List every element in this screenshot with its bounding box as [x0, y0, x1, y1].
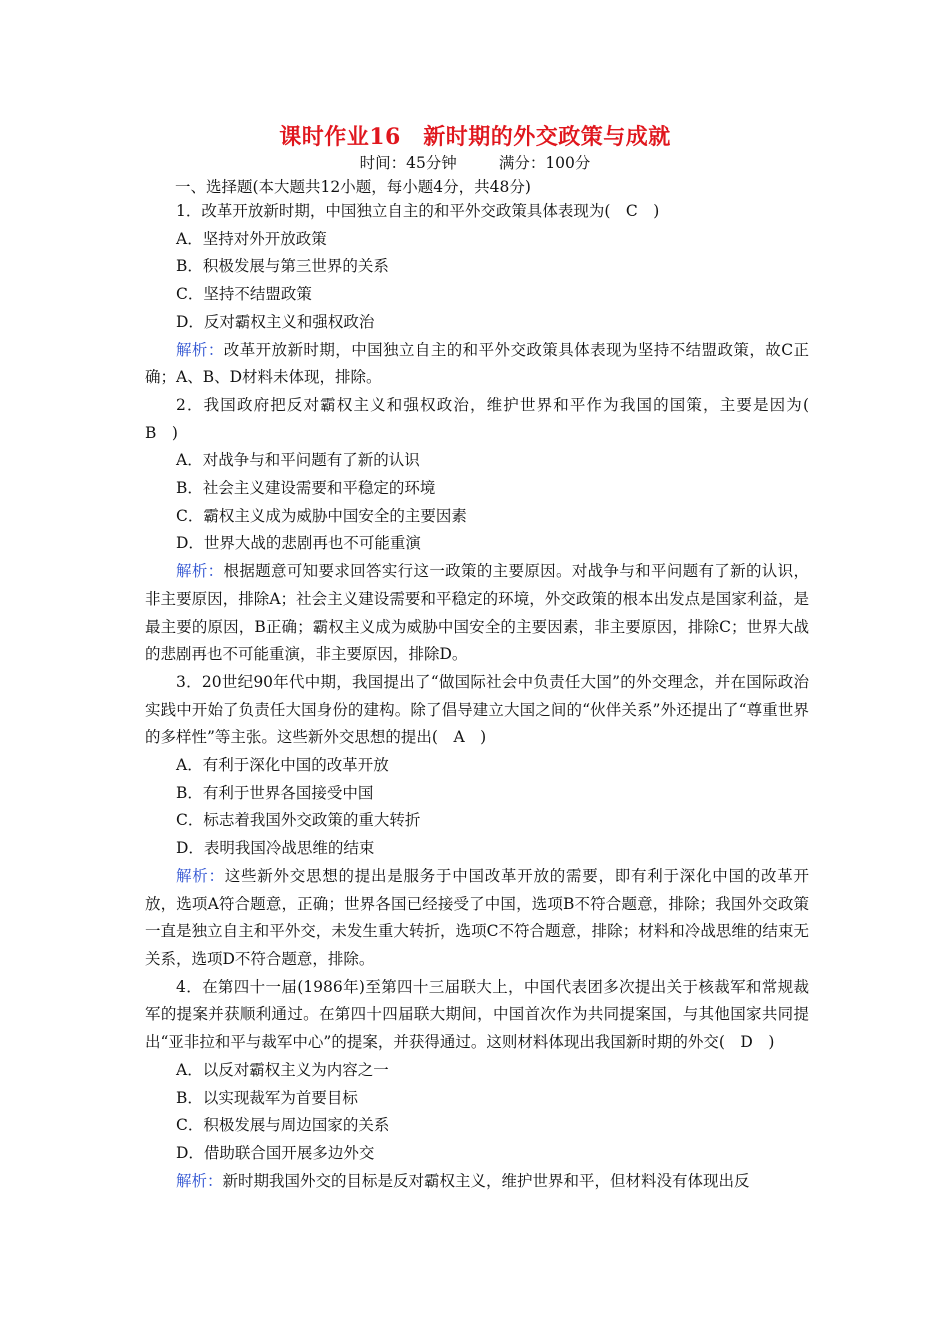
analysis [145, 558, 809, 669]
question-stem: 4．在第四十一届(1986年)至第四十三届联大上，中国代表团多次提出关于核裁军和常规裁军的提案并获顺利通过。在第四十四届联大期间，中国首次作为共同提案国，与其他国家共同提出“亚非拉和平与裁军中心”的提案，并获得通过。这则材料体现出我国新时期的外交( D ) [145, 977, 809, 1052]
option-d: D．反对霸权主义和强权政治 [176, 312, 375, 331]
analysis-tag: 解析： [176, 562, 224, 581]
question-stem: 1．改革开放新时期，中国独立自主的和平外交政策具体表现为( C ) [176, 202, 660, 220]
option-a: A．坚持对外开放政策 [176, 229, 327, 248]
option-c: C．坚持不结盟政策 [176, 285, 312, 304]
analysis [145, 863, 809, 974]
page-title: 课时作业16 新时期的外交政策与成就 [279, 124, 671, 150]
analysis [145, 337, 809, 392]
analysis [145, 1168, 809, 1196]
analysis-text: 根据题意可知要求回答实行这一政策的主要原因。对战争与和平问题有了新的认识，非主要原因，排除A；社会主义建设需要和平稳定的环境，外交政策的根本出发点是国家利益，是最主要的原因，B正确；霸权主义成为威胁中国安全的主要因素，非主要原因，排除C；世界大战的悲剧再也不可能重演，非主要原因，排除D。 [145, 562, 809, 664]
option-b: B．以实现裁军为首要目标 [176, 1088, 358, 1107]
option-a: A．有利于深化中国的改革开放 [176, 756, 389, 775]
option-a: A．对战争与和平问题有了新的认识 [176, 451, 420, 470]
option-d: D．表明我国冷战思维的结束 [176, 839, 375, 858]
option-b: B．有利于世界各国接受中国 [176, 783, 374, 802]
full-score: 满分：100分 [498, 154, 591, 172]
option-c: C．霸权主义成为威胁中国安全的主要因素 [176, 506, 467, 525]
option-d: D．世界大战的悲剧再也不可能重演 [176, 534, 421, 553]
analysis-tag: 解析： [176, 1171, 223, 1190]
analysis-text: 这些新外交思想的提出是服务于中国改革开放的需要，即有利于深化中国的改革开放，选项A符合题意，正确；世界各国已经接受了中国，选项B不符合题意，排除；我国外交政策一直是独立自主和平外交，未发生重大转折，选项C不符合题意，排除；材料和冷战思维的结束无关系，选项D不符合题意，排除。 [145, 866, 809, 968]
analysis-text: 新时期我国外交的目标是反对霸权主义，维护世界和平，但材料没有体现出反 [222, 1171, 750, 1190]
question-stem: 3．20世纪90年代中期，我国提出了“做国际社会中负责任大国”的外交理念，并在国际政治实践中开始了负责任大国身份的建构。除了倡导建立大国之间的“伙伴关系”外还提出了“尊重世界的多样性”等主张。这些新外交思想的提出( A ) [145, 672, 809, 747]
question-list [145, 198, 825, 1195]
option-c: C．标志着我国外交政策的重大转折 [176, 811, 421, 830]
time-limit: 时间：45分钟 [359, 154, 457, 172]
option-b: B．积极发展与第三世界的关系 [176, 257, 389, 276]
analysis-tag: 解析： [176, 340, 224, 359]
option-a: A．以反对霸权主义为内容之一 [176, 1060, 389, 1079]
option-c: C．积极发展与周边国家的关系 [176, 1116, 390, 1135]
option-b: B．社会主义建设需要和平稳定的环境 [176, 479, 436, 498]
option-d: D．借助联合国开展多边外交 [176, 1143, 375, 1162]
analysis-text: 改革开放新时期，中国独立自主的和平外交政策具体表现为坚持不结盟政策，故C正确；A、B、D材料未体现，排除。 [145, 340, 809, 387]
analysis-tag: 解析： [176, 866, 225, 885]
section-heading: 一、选择题(本大题共12小题，每小题4分，共48分) [175, 178, 531, 196]
question-stem: 2．我国政府把反对霸权主义和强权政治，维护世界和平作为我国的国策，主要是因为( B ) [145, 395, 825, 442]
exam-info [0, 151, 950, 173]
